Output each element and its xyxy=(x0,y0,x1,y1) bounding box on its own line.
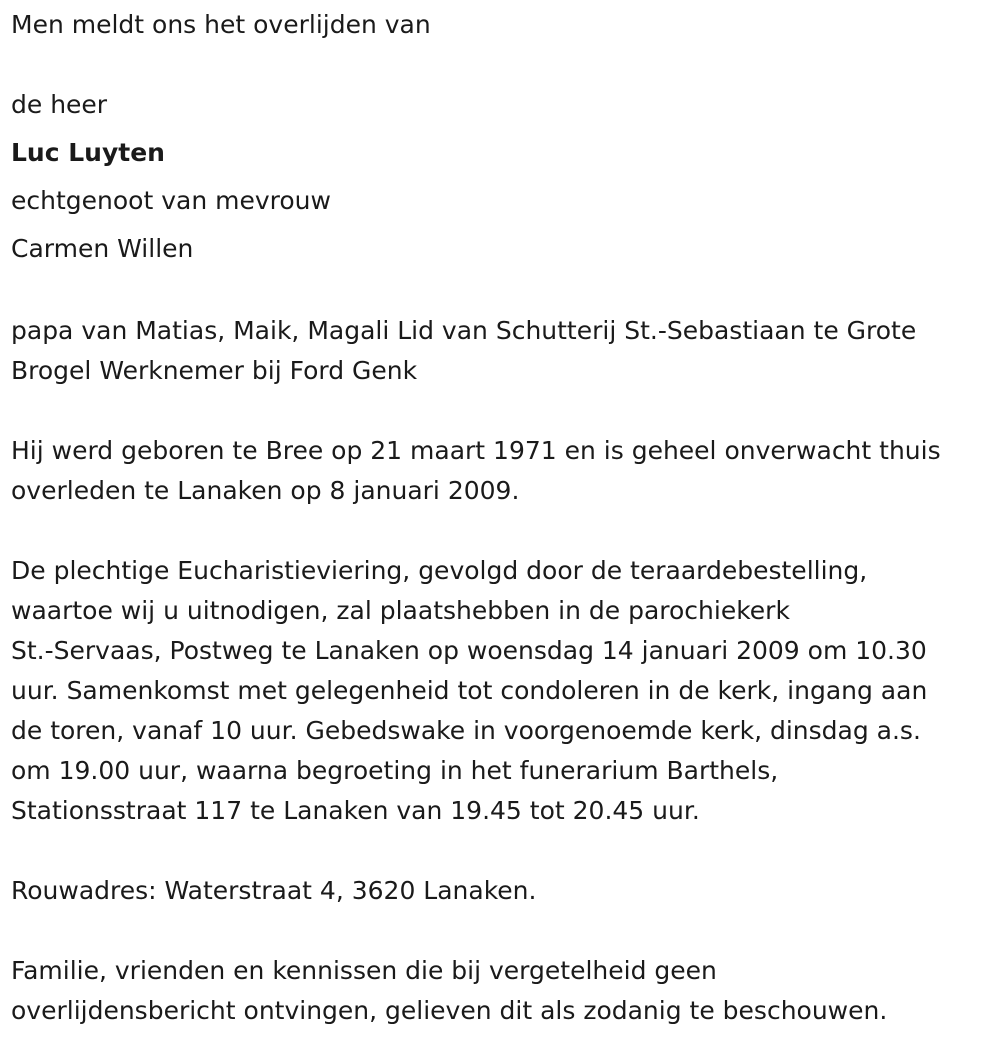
family-paragraph xyxy=(11,311,996,391)
spacer xyxy=(11,511,996,551)
deceased-name: Luc Luyten xyxy=(11,138,165,167)
honorific: de heer xyxy=(11,90,108,119)
ceremony-paragraph xyxy=(11,551,996,831)
spacer xyxy=(11,911,996,951)
spouse-label: echtgenoot van mevrouw xyxy=(11,186,331,215)
obituary-notice xyxy=(11,5,996,1031)
closing-line: overlijdensbericht ontvingen, gelieven dit als zodanig te beschouwen. xyxy=(11,996,888,1025)
family-line: papa van Matias, Maik, Magali Lid van Schutterij St.-Sebastiaan te Grote xyxy=(11,316,917,345)
spacer xyxy=(11,273,996,313)
ceremony-line: om 19.00 uur, waarna begroeting in het funerarium Barthels, xyxy=(11,756,779,785)
closing-line: Familie, vrienden en kennissen die bij vergetelheid geen xyxy=(11,956,717,985)
birth-death-line: overleden te Lanaken op 8 januari 2009. xyxy=(11,476,520,505)
ceremony-line: De plechtige Eucharistieviering, gevolgd door de teraardebestelling, xyxy=(11,556,868,585)
spouse-name: Carmen Willen xyxy=(11,234,194,263)
birth-death-paragraph xyxy=(11,431,996,511)
ceremony-line: Stationsstraat 117 te Lanaken van 19.45 tot 20.45 uur. xyxy=(11,796,700,825)
ceremony-line: uur. Samenkomst met gelegenheid tot condoleren in de kerk, ingang aan xyxy=(11,676,928,705)
deceased-block xyxy=(11,81,996,273)
birth-death-line: Hij werd geboren te Bree op 21 maart 1971 en is geheel onverwacht thuis xyxy=(11,436,941,465)
ceremony-line: St.-Servaas, Postweg te Lanaken op woensdag 14 januari 2009 om 10.30 xyxy=(11,636,927,665)
ceremony-line: de toren, vanaf 10 uur. Gebedswake in voorgenoemde kerk, dinsdag a.s. xyxy=(11,716,921,745)
intro-text: Men meldt ons het overlijden van xyxy=(11,10,431,39)
spacer xyxy=(11,831,996,871)
spacer xyxy=(11,45,996,85)
closing-paragraph xyxy=(11,951,996,1031)
spacer xyxy=(11,391,996,431)
ceremony-line: waartoe wij u uitnodigen, zal plaatshebben in de parochiekerk xyxy=(11,596,790,625)
mourning-address: Rouwadres: Waterstraat 4, 3620 Lanaken. xyxy=(11,876,537,905)
family-line: Brogel Werknemer bij Ford Genk xyxy=(11,356,418,385)
